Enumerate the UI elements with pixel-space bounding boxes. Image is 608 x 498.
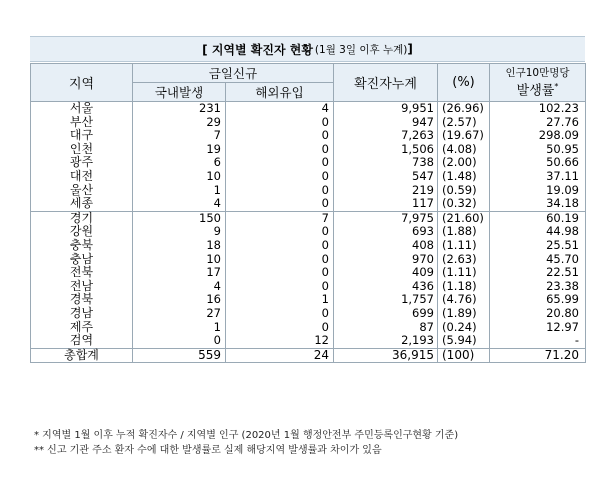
table-row — [31, 239, 586, 253]
overseas-cell: 0 — [226, 280, 334, 294]
title-sub: (1월 3일 이후 누계) — [314, 43, 408, 56]
overseas-cell: 0 — [226, 225, 334, 239]
title-main: [ 지역별 확진자 현황 — [202, 42, 313, 57]
rate-cell: 50.95 — [490, 143, 586, 157]
overseas-cell: 0 — [226, 129, 334, 143]
domestic-cell: 19 — [133, 143, 226, 157]
region-cell: 광주 — [31, 156, 133, 170]
percent-cell: (2.00) — [438, 156, 490, 170]
cumulative-cell: 408 — [334, 239, 438, 253]
footnote-1: * 지역별 1월 이후 누적 확진자수 / 지역별 인구 (2020년 1월 행정안전부 주민등록인구현황 기준) — [34, 430, 459, 441]
domestic-cell: 16 — [133, 293, 226, 307]
domestic-cell: 559 — [133, 348, 226, 363]
table-row — [31, 211, 586, 225]
cumulative-cell: 409 — [334, 266, 438, 280]
header-rate-top: 인구10만명당 — [505, 67, 570, 80]
region-cell: 충북 — [31, 239, 133, 253]
region-cell: 경남 — [31, 307, 133, 321]
header-rate-bottom — [490, 80, 585, 98]
overseas-cell: 4 — [226, 102, 334, 116]
region-cell: 울산 — [31, 184, 133, 198]
overseas-cell: 0 — [226, 116, 334, 130]
rate-cell: 71.20 — [490, 348, 586, 363]
domestic-cell: 231 — [133, 102, 226, 116]
table-row — [31, 170, 586, 184]
overseas-cell: 0 — [226, 184, 334, 198]
region-cell: 경기 — [31, 211, 133, 225]
percent-cell: (4.08) — [438, 143, 490, 157]
region-cell: 전남 — [31, 280, 133, 294]
cumulative-cell: 117 — [334, 197, 438, 211]
rate-cell: 23.38 — [490, 280, 586, 294]
overseas-cell: 7 — [226, 211, 334, 225]
rate-cell: 27.76 — [490, 116, 586, 130]
percent-cell: (0.59) — [438, 184, 490, 198]
table-row — [31, 334, 586, 348]
table-row — [31, 307, 586, 321]
percent-cell: (100) — [438, 348, 490, 363]
domestic-cell: 29 — [133, 116, 226, 130]
cumulative-cell: 36,915 — [334, 348, 438, 363]
overseas-cell: 0 — [226, 321, 334, 335]
domestic-cell: 7 — [133, 129, 226, 143]
region-cell: 전북 — [31, 266, 133, 280]
overseas-cell: 12 — [226, 334, 334, 348]
domestic-cell: 4 — [133, 197, 226, 211]
cumulative-cell: 87 — [334, 321, 438, 335]
percent-cell: (0.32) — [438, 197, 490, 211]
cumulative-cell: 7,975 — [334, 211, 438, 225]
header-region: 지역 — [31, 64, 133, 102]
region-cell: 대전 — [31, 170, 133, 184]
region-cell: 세종 — [31, 197, 133, 211]
rate-cell: 44.98 — [490, 225, 586, 239]
rate-cell: 65.99 — [490, 293, 586, 307]
region-cell: 충남 — [31, 253, 133, 267]
cumulative-cell: 547 — [334, 170, 438, 184]
percent-cell: (1.18) — [438, 280, 490, 294]
cumulative-cell: 2,193 — [334, 334, 438, 348]
overseas-cell: 0 — [226, 307, 334, 321]
region-cell: 인천 — [31, 143, 133, 157]
percent-cell: (0.24) — [438, 321, 490, 335]
domestic-cell: 1 — [133, 184, 226, 198]
percent-cell: (1.11) — [438, 239, 490, 253]
rate-cell: 25.51 — [490, 239, 586, 253]
overseas-cell: 0 — [226, 197, 334, 211]
percent-cell: (1.48) — [438, 170, 490, 184]
footnotes — [34, 428, 458, 458]
cumulative-cell: 738 — [334, 156, 438, 170]
rate-cell: 34.18 — [490, 197, 586, 211]
table-row — [31, 266, 586, 280]
table-row — [31, 116, 586, 130]
region-cell: 검역 — [31, 334, 133, 348]
percent-cell: (1.88) — [438, 225, 490, 239]
rate-cell: - — [490, 334, 586, 348]
rate-cell: 12.97 — [490, 321, 586, 335]
table-row — [31, 253, 586, 267]
header-rate-label: 발생률 — [516, 83, 555, 99]
cumulative-cell: 1,506 — [334, 143, 438, 157]
table-row — [31, 225, 586, 239]
cumulative-cell: 7,263 — [334, 129, 438, 143]
percent-cell: (19.67) — [438, 129, 490, 143]
region-cell: 강원 — [31, 225, 133, 239]
domestic-cell: 9 — [133, 225, 226, 239]
percent-cell: (2.63) — [438, 253, 490, 267]
table-row — [31, 156, 586, 170]
cumulative-cell: 9,951 — [334, 102, 438, 116]
domestic-cell: 1 — [133, 321, 226, 335]
total-row — [31, 348, 586, 363]
domestic-cell: 18 — [133, 239, 226, 253]
header-percent: (%) — [438, 64, 490, 102]
region-cell: 대구 — [31, 129, 133, 143]
region-cell: 총합계 — [31, 348, 133, 363]
rate-cell: 298.09 — [490, 129, 586, 143]
overseas-cell: 24 — [226, 348, 334, 363]
cumulative-cell: 970 — [334, 253, 438, 267]
region-cases-table — [30, 63, 586, 363]
overseas-cell: 0 — [226, 143, 334, 157]
domestic-cell: 17 — [133, 266, 226, 280]
domestic-cell: 150 — [133, 211, 226, 225]
cumulative-cell: 1,757 — [334, 293, 438, 307]
header-domestic: 국내발생 — [133, 83, 226, 102]
table-row — [31, 143, 586, 157]
cumulative-cell: 693 — [334, 225, 438, 239]
overseas-cell: 0 — [226, 156, 334, 170]
domestic-cell: 10 — [133, 253, 226, 267]
rate-cell: 102.23 — [490, 102, 586, 116]
domestic-cell: 6 — [133, 156, 226, 170]
rate-cell: 37.11 — [490, 170, 586, 184]
table-row — [31, 129, 586, 143]
percent-cell: (1.89) — [438, 307, 490, 321]
percent-cell: (26.96) — [438, 102, 490, 116]
percent-cell: (5.94) — [438, 334, 490, 348]
rate-cell: 60.19 — [490, 211, 586, 225]
rate-cell: 45.70 — [490, 253, 586, 267]
percent-cell: (1.11) — [438, 266, 490, 280]
header-rate-mark: * — [554, 82, 559, 92]
region-cell: 부산 — [31, 116, 133, 130]
table-row — [31, 197, 586, 211]
table-title — [30, 36, 585, 62]
header-rate — [490, 64, 586, 102]
rate-cell: 50.66 — [490, 156, 586, 170]
rate-cell: 19.09 — [490, 184, 586, 198]
cumulative-cell: 699 — [334, 307, 438, 321]
region-cell: 경북 — [31, 293, 133, 307]
overseas-cell: 0 — [226, 239, 334, 253]
table-row — [31, 321, 586, 335]
title-close: ] — [407, 42, 413, 56]
table-row — [31, 293, 586, 307]
domestic-cell: 27 — [133, 307, 226, 321]
table-row — [31, 102, 586, 116]
region-cell: 제주 — [31, 321, 133, 335]
domestic-cell: 0 — [133, 334, 226, 348]
domestic-cell: 10 — [133, 170, 226, 184]
percent-cell: (4.76) — [438, 293, 490, 307]
header-new-cases: 금일신규 — [133, 64, 334, 83]
domestic-cell: 4 — [133, 280, 226, 294]
footnote-2: ** 신고 기관 주소 환자 수에 대한 발생률로 실제 해당지역 발생률과 차이가 있음 — [34, 445, 382, 456]
table-row — [31, 184, 586, 198]
rate-cell: 20.80 — [490, 307, 586, 321]
overseas-cell: 1 — [226, 293, 334, 307]
overseas-cell: 0 — [226, 253, 334, 267]
overseas-cell: 0 — [226, 266, 334, 280]
region-cell: 서울 — [31, 102, 133, 116]
overseas-cell: 0 — [226, 170, 334, 184]
cumulative-cell: 219 — [334, 184, 438, 198]
table-row — [31, 280, 586, 294]
cumulative-cell: 436 — [334, 280, 438, 294]
percent-cell: (2.57) — [438, 116, 490, 130]
rate-cell: 22.51 — [490, 266, 586, 280]
percent-cell: (21.60) — [438, 211, 490, 225]
header-overseas: 해외유입 — [226, 83, 334, 102]
header-cumulative: 확진자누계 — [334, 64, 438, 102]
cumulative-cell: 947 — [334, 116, 438, 130]
